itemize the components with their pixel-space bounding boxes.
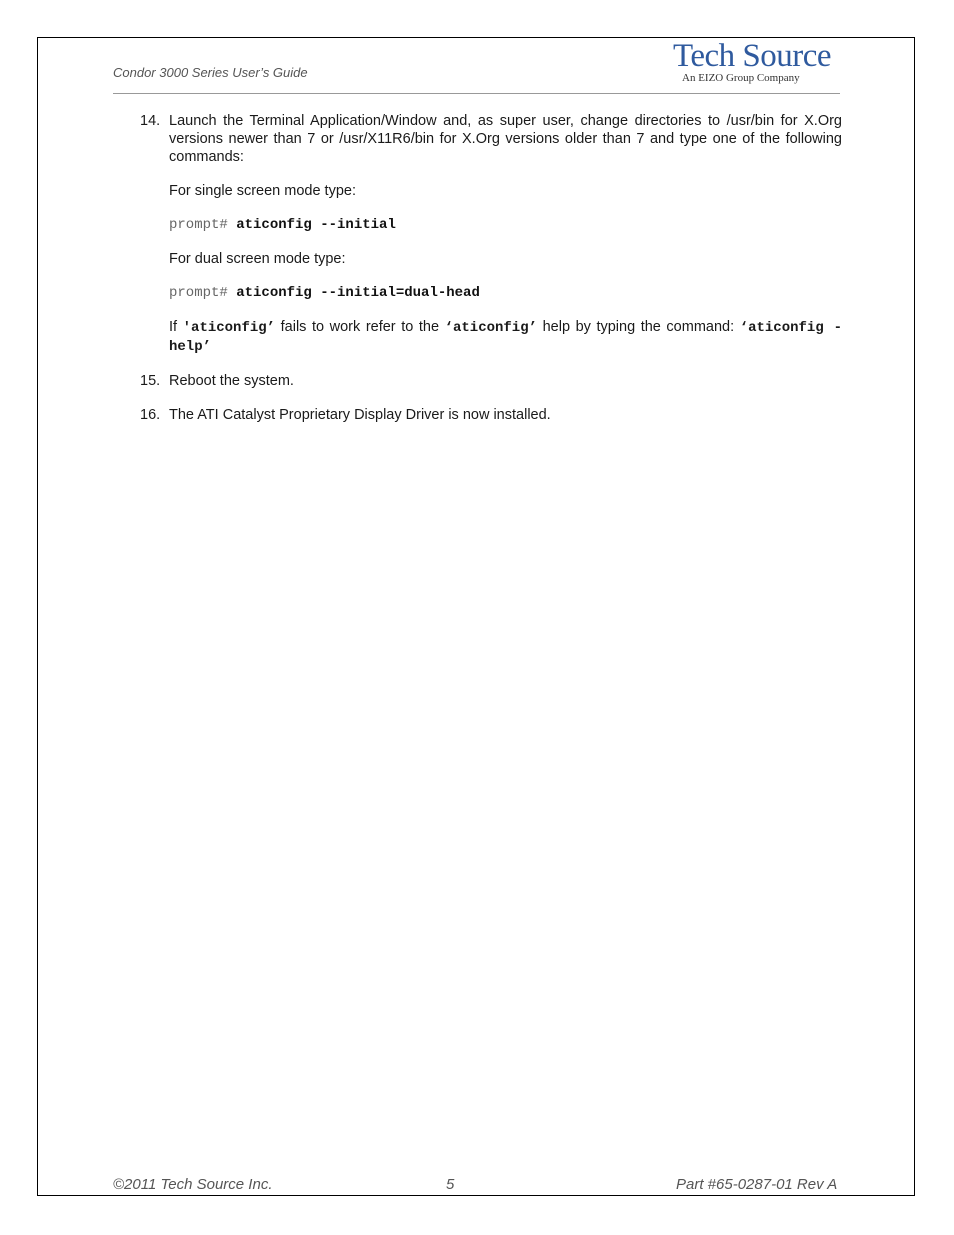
list-item-14: [113, 112, 842, 356]
footer-page-number: 5: [446, 1176, 455, 1193]
command-text: aticonfig --initial: [236, 217, 396, 233]
list-item-16: [113, 406, 842, 424]
inline-command: 'aticonfig’: [182, 320, 276, 336]
note-text: If: [169, 319, 178, 335]
dual-screen-label: For dual screen mode type:: [169, 251, 346, 267]
footer-copyright: ©2011 Tech Source Inc.: [113, 1176, 273, 1193]
command-text: aticonfig --initial=dual-head: [236, 285, 480, 301]
footer-part-number: Part #65-0287-01 Rev A: [676, 1176, 838, 1193]
company-logo: [673, 37, 843, 89]
document-title: Condor 3000 Series User’s Guide: [113, 65, 308, 80]
help-note: [169, 318, 842, 356]
header-divider: [113, 93, 840, 94]
note-text: help by typing the command:: [542, 319, 735, 335]
command-prompt: prompt#: [169, 285, 228, 301]
document-body: [113, 112, 842, 440]
step-text: The ATI Catalyst Proprietary Display Driver is now installed.: [169, 407, 551, 423]
step-text: Launch the Terminal Application/Window and, as super user, change directories to /usr/bin for X.Org versions newer than 7 or /usr/X11R6/bin for X.Org versions older than 7 and type one of the following commands:: [169, 113, 842, 165]
item-number: 14.: [140, 113, 161, 129]
single-screen-label: For single screen mode type:: [169, 183, 356, 199]
inline-command: ‘aticonfig -help’: [169, 320, 843, 355]
step-text: Reboot the system.: [169, 373, 294, 389]
note-text: fails to work refer to the: [280, 319, 440, 335]
dual-screen-command: [169, 284, 842, 302]
command-prompt: prompt#: [169, 217, 228, 233]
logo-text: Tech Source: [673, 38, 832, 74]
item-number: 15.: [140, 373, 161, 389]
single-screen-command: [169, 216, 842, 234]
item-number: 16.: [140, 407, 161, 423]
list-item-15: [113, 372, 842, 390]
logo-tagline: An EIZO Group Company: [682, 72, 800, 84]
inline-command: ‘aticonfig’: [444, 320, 538, 336]
